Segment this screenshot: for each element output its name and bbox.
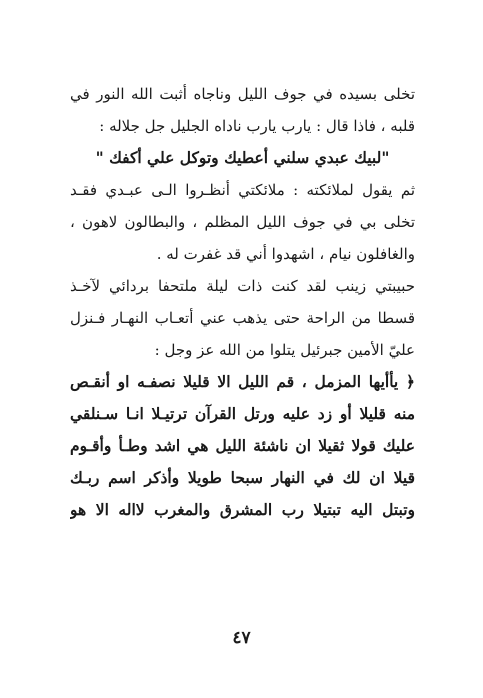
quote-line: "لبيك عبدي سلني أعطيك وتوكل علي أكفك " xyxy=(95,148,390,167)
paragraph-line: قلبه ، فاذا قال : يارب يارب ناداه الجليل جل جلاله : xyxy=(99,117,415,135)
paragraph-line: ثم يقول لملائكته : ملائكتي أنظـروا الـى عبـدي فقـد xyxy=(70,181,415,199)
page-body xyxy=(70,78,415,526)
page-number: ٤٧ xyxy=(232,628,251,648)
verse-line: ﴿ يأأيها المزمل ، قم الليل الا قليلا نصفـه او أنقـص xyxy=(70,372,415,391)
paragraph-line: عليّ الأمين جبرئيل يتلوا من الله عز وجل : xyxy=(154,341,415,359)
paragraph-line: تخلى بي في جوف الليل المظلم ، والبطالون لاهون ، xyxy=(70,213,415,231)
verse-line: قيلا ان لك في النهار سبحا طويلا وأذكر اسم ربـك xyxy=(70,468,415,487)
verse-line: وتبتل اليه تبتيلا رب المشرق والمغرب لااله الا هو xyxy=(70,500,415,519)
verse-line: منه قليلا أو زد عليه ورتل القرآن ترتيـلا انـا سـنلقي xyxy=(70,404,415,423)
paragraph-line: قسطا من الراحة حتى يذهب عني أتعـاب النهـار فـنزل xyxy=(70,309,415,327)
paragraph-line: والغافلون نيام ، اشهدوا أني قد غفرت له . xyxy=(156,245,415,263)
verse-line: عليك قولا ثقيلا ان ناشئة الليل هي اشد وطـأ وأقـوم xyxy=(70,436,415,455)
paragraph-line: تخلى بسيده في جوف الليل وناجاه أثبت الله النور في xyxy=(70,85,415,103)
paragraph-line: حبيبتي زينب لقد كنت ذات ليلة ملتحفا بردائي لآخـذ xyxy=(70,277,415,295)
